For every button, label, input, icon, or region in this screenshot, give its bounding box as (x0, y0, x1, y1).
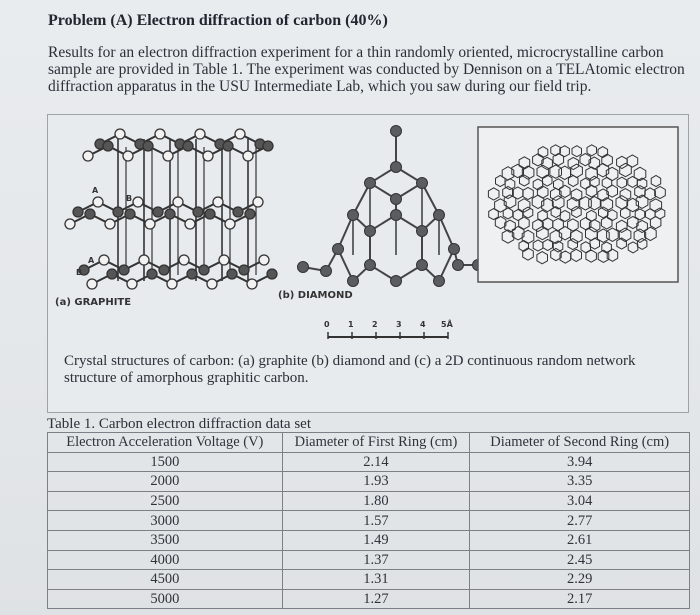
graphite-atom (159, 265, 169, 275)
column-header: Diameter of Second Ring (cm) (470, 433, 690, 453)
graphite-atom (193, 207, 203, 217)
column-header: Electron Acceleration Voltage (V) (48, 433, 283, 453)
graphite-atom (267, 269, 277, 279)
voltage-cell: 1500 (48, 452, 283, 472)
diamond-atom (365, 260, 376, 271)
graphite-atom (127, 279, 137, 289)
table-row (48, 550, 690, 570)
graphite-atom (99, 255, 109, 265)
graphite-atom (213, 197, 223, 207)
amorphous-carbon-network (478, 127, 678, 282)
intro-paragraph: Results for an electron diffraction experiment for a thin randomly oriented, microcrystalline carbon sample are provided in Table 1. The experiment was conducted by Dennison on a TELAtomic electron diffraction apparatus in the USU Intermediate Lab, which you saw during our field trip. (48, 44, 685, 95)
graphite-atom (183, 141, 193, 151)
diamond-atom (417, 226, 428, 237)
diamond-atom (391, 126, 402, 137)
graphite-atom (205, 209, 215, 219)
graphite-atom (163, 151, 173, 161)
layer-letter: A (92, 186, 99, 195)
figure-box (47, 114, 689, 413)
graphite-atom (147, 269, 157, 279)
first-ring-cell: 1.27 (282, 589, 470, 609)
diamond-atom (417, 260, 428, 271)
graphite-atom (203, 151, 213, 161)
first-ring-cell: 1.37 (282, 550, 470, 570)
layer-letter: A (88, 256, 95, 265)
diamond-atom (298, 262, 309, 273)
table-header-row (48, 433, 690, 453)
graphite-atom (115, 129, 125, 139)
column-header: Diameter of First Ring (cm) (282, 433, 470, 453)
graphite-atom (107, 269, 117, 279)
scale-label: 2 (372, 320, 378, 329)
graphite-atom (199, 265, 209, 275)
diamond-structure (298, 126, 484, 287)
diamond-label: (b) DIAMOND (278, 290, 353, 301)
diamond-atom (348, 276, 359, 287)
graphite-atom (227, 269, 237, 279)
voltage-cell: 2500 (48, 491, 283, 511)
graphite-atom (195, 129, 205, 139)
graphite-atom (133, 197, 143, 207)
layer-letter: B (126, 194, 133, 203)
second-ring-cell: 3.94 (470, 452, 690, 472)
graphite-atom (73, 207, 83, 217)
scale-label: 4 (420, 320, 426, 329)
first-ring-cell: 1.80 (282, 491, 470, 511)
graphite-atom (119, 265, 129, 275)
second-ring-cell: 2.77 (470, 511, 690, 531)
graphite-label: (a) GRAPHITE (55, 297, 132, 308)
diamond-atom (391, 276, 402, 287)
second-ring-cell: 3.35 (470, 472, 690, 492)
graphite-atom (145, 219, 155, 229)
diamond-atom (391, 210, 402, 221)
graphite-atom (165, 209, 175, 219)
table-row (48, 530, 690, 550)
diamond-atom (391, 194, 402, 205)
table-row (48, 452, 690, 472)
diamond-atom (365, 178, 376, 189)
diamond-atom (453, 260, 464, 271)
graphite-atom (153, 207, 163, 217)
graphite-atom (243, 151, 253, 161)
diffraction-data-table (47, 432, 690, 609)
diamond-atom (365, 226, 376, 237)
graphite-atom (207, 279, 217, 289)
voltage-cell: 3500 (48, 530, 283, 550)
graphite-atom (187, 269, 197, 279)
graphite-atom (253, 197, 263, 207)
graphite-atom (155, 129, 165, 139)
problem-heading: Problem (A) Electron diffraction of carbon (40%) (48, 12, 388, 29)
graphite-atom (223, 141, 233, 151)
graphite-atom (125, 209, 135, 219)
graphite-atom (87, 279, 97, 289)
first-ring-cell: 1.93 (282, 472, 470, 492)
figure-caption: Crystal structures of carbon: (a) graphite (b) diamond and (c) a 2D continuous random network structure of amorphous graphitic carbon. (64, 353, 636, 386)
scale-labels (321, 320, 481, 334)
graphite-atom (123, 151, 133, 161)
table-row (48, 570, 690, 590)
graphite-atom (239, 265, 249, 275)
voltage-cell: 4500 (48, 570, 283, 590)
second-ring-cell: 2.45 (470, 550, 690, 570)
scale-label: 1 (348, 320, 354, 329)
graphite-atom (185, 219, 195, 229)
diamond-atom (417, 178, 428, 189)
voltage-cell: 2000 (48, 472, 283, 492)
first-ring-cell: 1.49 (282, 530, 470, 550)
graphite-atom (235, 129, 245, 139)
graphite-atom (247, 279, 257, 289)
first-ring-cell: 1.57 (282, 511, 470, 531)
graphite-atom (259, 255, 269, 265)
graphite-structure (65, 129, 277, 289)
graphite-atom (65, 219, 75, 229)
voltage-cell: 3000 (48, 511, 283, 531)
first-ring-cell: 2.14 (282, 452, 470, 472)
graphite-atom (179, 255, 189, 265)
first-ring-cell: 1.31 (282, 570, 470, 590)
table-row (48, 491, 690, 511)
table-row (48, 472, 690, 492)
diamond-atom (434, 210, 445, 221)
second-ring-cell: 3.04 (470, 491, 690, 511)
graphite-atom (139, 255, 149, 265)
diamond-atom (391, 162, 402, 173)
graphite-atom (83, 151, 93, 161)
second-ring-cell: 2.17 (470, 589, 690, 609)
graphite-atom (105, 219, 115, 229)
graphite-atom (219, 255, 229, 265)
graphite-atom (113, 207, 123, 217)
table-row (48, 511, 690, 531)
graphite-atom (143, 141, 153, 151)
diamond-atom (434, 276, 445, 287)
diamond-atom (333, 244, 344, 255)
scale-label: 5Å (441, 320, 453, 329)
graphite-atom (225, 219, 235, 229)
second-ring-cell: 2.61 (470, 530, 690, 550)
table-row (48, 589, 690, 609)
diamond-atom (449, 244, 460, 255)
voltage-cell: 4000 (48, 550, 283, 570)
graphite-atom (233, 207, 243, 217)
graphite-atom (263, 141, 273, 151)
voltage-cell: 5000 (48, 589, 283, 609)
graphite-atom (85, 209, 95, 219)
diamond-atom (348, 210, 359, 221)
scale-label: 0 (324, 320, 330, 329)
layer-letter: B (76, 268, 83, 277)
scale-label: 3 (396, 320, 402, 329)
graphite-atom (245, 209, 255, 219)
graphite-atom (103, 141, 113, 151)
graphite-atom (93, 197, 103, 207)
second-ring-cell: 2.29 (470, 570, 690, 590)
diamond-atom (321, 266, 332, 277)
table-caption: Table 1. Carbon electron diffraction data set (47, 416, 311, 432)
graphite-atom (173, 197, 183, 207)
graphite-atom (167, 279, 177, 289)
